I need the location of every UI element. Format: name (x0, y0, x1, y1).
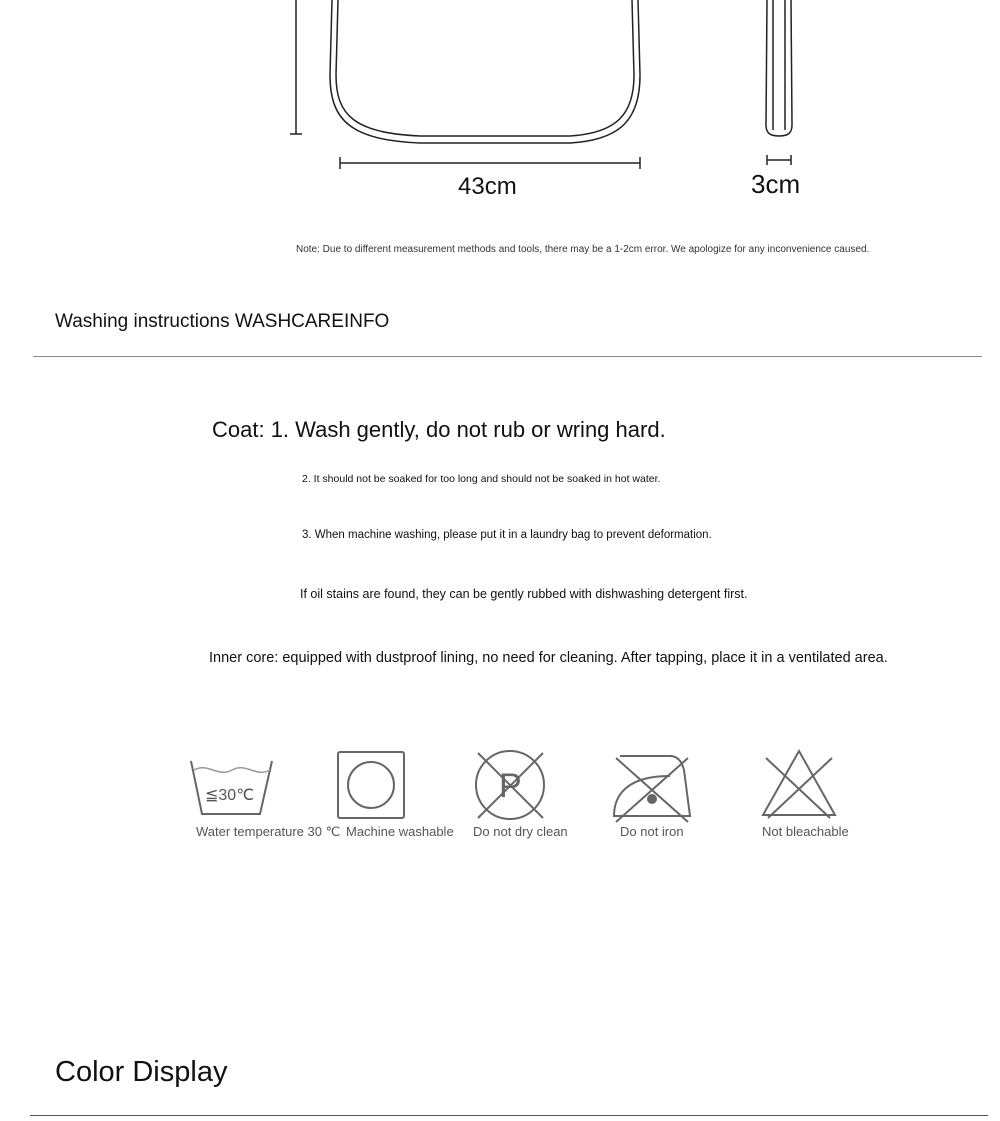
do-not-dry-clean-icon (473, 747, 549, 823)
cushion-side-outline (766, 0, 792, 136)
cushion-front-inner-outline (336, 0, 634, 136)
laundry-bag-instruction: 3. When machine washing, please put it in a laundry bag to prevent deformation. (302, 529, 712, 541)
washing-instructions-title: Washing instructions WASHCAREINFO (55, 311, 390, 332)
soak-instruction: 2. It should not be soaked for too long and should not be soaked in hot water. (302, 473, 661, 485)
height-dimension-line (290, 0, 302, 134)
do-not-iron-icon (612, 752, 692, 824)
measurement-note: Note: Due to different measurement methods and tools, there may be a 1-2cm error. We apologize for any inconvenience caused. (296, 244, 870, 255)
water-temperature-30-icon (188, 758, 276, 818)
washing-divider (33, 356, 982, 357)
dry-clean-p-text: P (499, 767, 522, 805)
machine-washable-label: Machine washable (346, 824, 454, 839)
cushion-front-outer-outline (330, 0, 640, 143)
not-bleachable-icon (760, 748, 838, 820)
color-display-title: Color Display (55, 1056, 228, 1088)
water-temperature-label: Water temperature 30 ℃ (196, 824, 341, 839)
machine-washable-icon (336, 750, 406, 820)
thickness-label: 3cm (751, 169, 801, 199)
inner-core-instruction: Inner core: equipped with dustproof lining, no need for cleaning. After tapping, place it in a ventilated area. (209, 650, 888, 666)
oil-stain-instruction: If oil stains are found, they can be gently rubbed with dishwashing detergent first. (300, 587, 748, 601)
not-bleachable-label: Not bleachable (762, 824, 849, 839)
do-not-iron-label: Do not iron (620, 824, 684, 839)
coat-wash-instruction: Coat: 1. Wash gently, do not rub or wring hard. (212, 417, 666, 442)
wash-temperature-text: ≦30℃ (205, 787, 255, 804)
color-display-divider (30, 1115, 988, 1116)
width-label: 43cm (458, 173, 517, 200)
width-dimension-line (340, 157, 640, 169)
do-not-dry-clean-label: Do not dry clean (473, 824, 568, 839)
thickness-dimension-line (767, 155, 791, 165)
